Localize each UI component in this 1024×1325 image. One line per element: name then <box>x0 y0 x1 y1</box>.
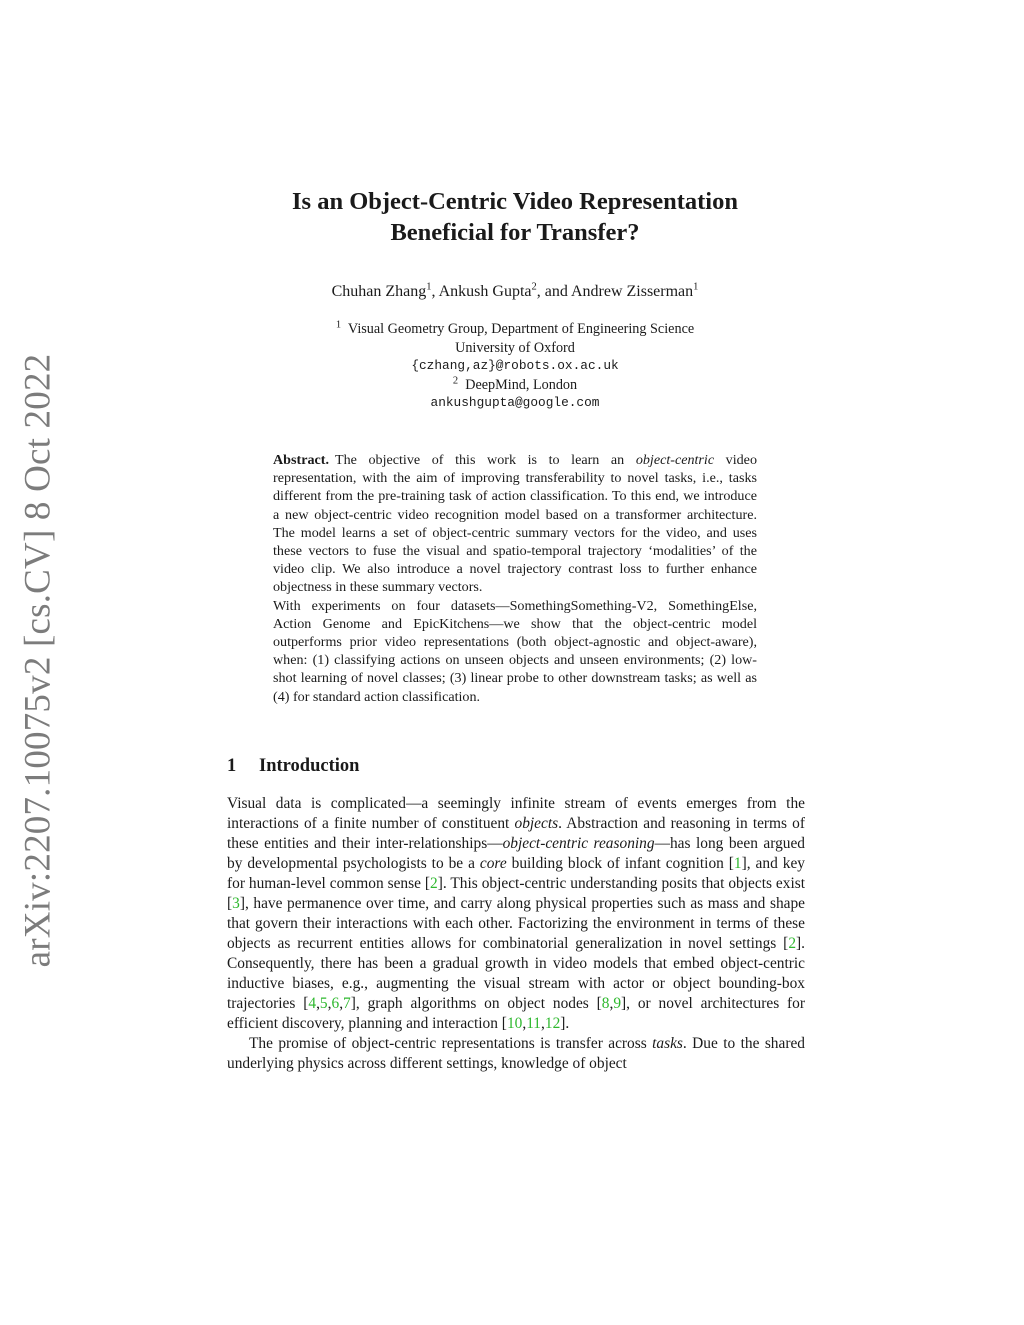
affiliation-1-email[interactable]: {czhang,az}@robots.ox.ac.uk <box>411 358 619 374</box>
citation-link[interactable]: 6 <box>331 995 340 1012</box>
title-line-2: Beneficial for Transfer? <box>390 219 640 246</box>
intro-text: ], have permanence over time, and carry along physical properties such as mass and shape that govern their interactions with each other. Factorizing the environment in terms of these objects as recurrent entities allows for combinatorial generalization in novel settings [ <box>227 895 805 952</box>
intro-paragraph-2 <box>227 1034 805 1074</box>
author-name: Chuhan Zhang <box>331 283 427 300</box>
abstract-emphasis: object-centric <box>635 452 715 468</box>
intro-text: ], and key for human-level common sense [ <box>227 855 805 892</box>
abstract-paragraph-2: With experiments on four datasets—SomethingSomething-V2, SomethingElse, Action Genome and EpicKitchens—we show that the object-centric model outperforms prior video representations (both object-agnostic and object-aware), when: (1) classifying actions on unseen objects and unseen environments; (2) low-shot learning of novel classes; (3) linear probe to other downstream tasks; as well as (4) for standard action classification. <box>273 597 757 705</box>
introduction-body <box>227 794 805 1074</box>
citation-link[interactable]: 2 <box>430 875 438 892</box>
intro-emphasis: tasks <box>652 1035 683 1052</box>
citation-link[interactable]: 9 <box>613 995 622 1012</box>
intro-text: building block of infant cognition [ <box>506 855 734 872</box>
section-title: Introduction <box>259 756 360 776</box>
citation-link[interactable]: 11 <box>526 1015 542 1032</box>
affiliation-2-mark: 2 <box>452 375 459 387</box>
author-separator: , <box>431 283 439 300</box>
intro-text: ], graph algorithms on object nodes [ <box>350 995 602 1012</box>
intro-text: —has long been argued by developmental psychologists to be a <box>227 835 805 872</box>
citation-link[interactable]: 4 <box>308 995 317 1012</box>
citation-link[interactable]: 7 <box>343 995 351 1012</box>
affiliation-1-line-1: Visual Geometry Group, Department of Engineering Science <box>347 321 695 337</box>
intro-text: ], or novel architectures for efficient discovery, planning and interaction [ <box>227 995 806 1032</box>
abstract-text: The objective of this work is to learn an <box>334 452 636 468</box>
intro-text: . Abstraction and reasoning in terms of these entities and their inter-relationships— <box>227 815 806 852</box>
citation-link[interactable]: 8 <box>601 995 610 1012</box>
intro-text: ]. This object-centric understanding posits that objects exist [ <box>227 875 805 912</box>
intro-text: ]. <box>560 1015 570 1032</box>
arxiv-id-text: arXiv:2207.10075v2 [cs.CV] 8 Oct 2022 <box>17 353 59 967</box>
intro-text: Visual data is complicated—a seemingly infinite stream of events emerges from the interactions of a finite number of constituent <box>227 795 805 832</box>
citation-link[interactable]: 10 <box>506 1015 523 1032</box>
arxiv-identifier-stamp <box>12 353 64 967</box>
intro-text: ]. Consequently, there has been a gradual growth in video models that embed object-centric inductive biases, e.g., augmenting the visual stream with actor or object bounding-box trajectories [ <box>227 935 805 1012</box>
intro-text: . Due to the shared underlying physics across different settings, knowledge of object <box>227 1035 805 1072</box>
abstract-block <box>273 451 757 706</box>
affiliations-block <box>200 320 830 413</box>
affiliation-1-line-2: University of Oxford <box>455 339 575 356</box>
abstract-text: video representation, with the aim of improving transferability to novel tasks, i.e., tasks different from the pre-training task of action classification. To this end, we introduce a new object-centric video recognition model based on a transformer architecture. The model learns a set of object-centric summary vectors for the video, and uses these vectors to fuse the visual and spatio-temporal trajectory ‘modalities’ of the video clip. We also introduce a novel trajectory contrast loss to further enhance objectness in these summary vectors. <box>273 452 757 596</box>
intro-emphasis: objects <box>514 815 559 832</box>
affiliation-2-line-1: DeepMind, London <box>465 376 578 393</box>
intro-paragraph-1: Visual data is complicated—a seemingly infinite stream of events emerges from the interactions of a finite number of constituent objects. Abstraction and reasoning in terms of these entities and their inter-relationships—object-centric reasoning—has long been argued by developmental psychologists to be a core building block of infant cognition [1], and key for human-level common sense [2]. This object-centric understanding posits that objects exist [3], have permanence over time, and carry along physical properties such as mass and shape that govern their interactions with each other. Factorizing the environment in terms of these objects as recurrent entities allows for combinatorial generalization in novel settings [2]. Consequently, there has been a gradual growth in video models that embed object-centric inductive biases, e.g., augmenting the visual stream with actor or object bounding-box trajectories [4,5,6,7], graph algorithms on object nodes [8,9], or novel architectures for efficient discovery, planning and interaction [10,11,12]. <box>227 795 806 1032</box>
affiliation-2-email[interactable]: ankushgupta@google.com <box>430 395 600 411</box>
paper-title <box>200 186 830 248</box>
abstract-paragraph-1 <box>273 451 757 597</box>
affiliation-2 <box>200 376 830 395</box>
citation-link[interactable]: 1 <box>733 855 742 872</box>
author-affiliation-mark: 2 <box>531 281 537 293</box>
citation-link[interactable]: 2 <box>788 935 797 952</box>
citation-link[interactable]: 5 <box>319 995 328 1012</box>
citation-link[interactable]: 12 <box>544 1015 561 1032</box>
author-name: Andrew Zisserman <box>570 283 694 300</box>
title-line-1: Is an Object-Centric Video Representation <box>292 188 738 215</box>
intro-emphasis: object-centric reasoning <box>502 835 655 852</box>
affiliation-1-mark: 1 <box>335 319 342 331</box>
abstract-label: Abstract. <box>273 452 329 468</box>
citation-link[interactable]: 3 <box>232 895 240 912</box>
affiliation-1 <box>200 320 830 339</box>
intro-emphasis: core <box>479 855 507 872</box>
section-heading-introduction <box>227 756 807 777</box>
author-affiliation-mark: 1 <box>426 281 432 293</box>
author-separator: , and <box>536 283 571 300</box>
section-number: 1 <box>227 756 237 776</box>
author-list <box>200 283 830 301</box>
author-name: Ankush Gupta <box>438 283 532 300</box>
author-affiliation-mark: 1 <box>693 281 699 293</box>
intro-text: The promise of object-centric representations is transfer across <box>249 1035 653 1052</box>
